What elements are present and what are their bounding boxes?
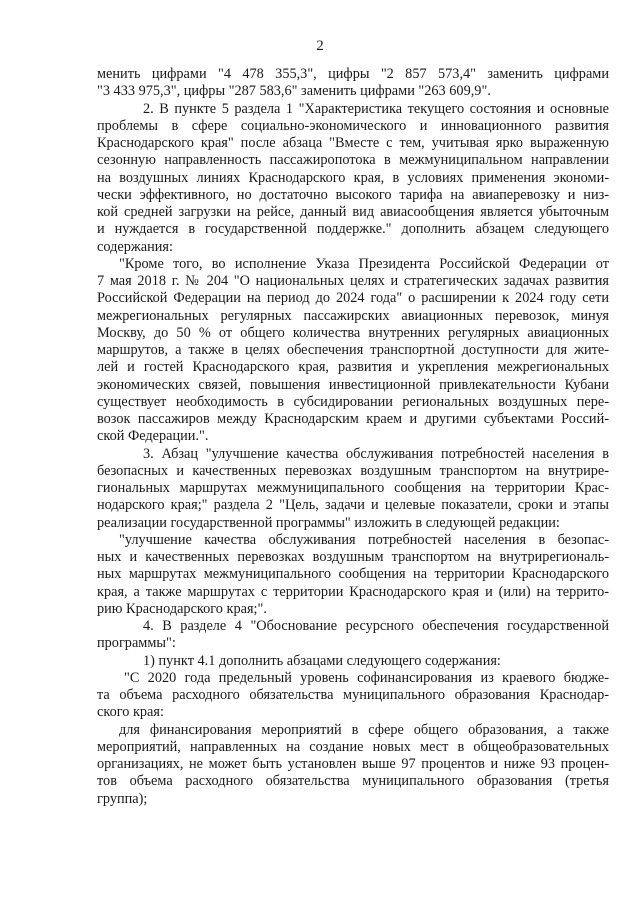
page-number: 2: [316, 38, 324, 54]
text-line: 3. Абзац "улучшение качества обслуживания потребностей населения в: [143, 445, 609, 462]
text-line: кой средней загрузки на рейсе, данный вид авиасообщения является убыточным: [97, 204, 609, 220]
text-line: мероприятий, направленных на создание новых мест в общеобразовательных: [97, 738, 609, 755]
text-line: реализации государственной программы" изложить в следующей редакции:: [97, 514, 560, 531]
text-line: та объема расходного обязательства муниципального образования Краснодар-: [97, 687, 609, 703]
text-line: чески эффективного, но достаточно высокого тарифа на авиаперевозку и низ-: [97, 186, 609, 203]
text-line: проблемы в сфере социально-экономического и инновационного развития: [97, 117, 609, 134]
text-line: межрегиональных регулярных пассажирских авиационных перевозок, минуя: [97, 307, 609, 324]
text-line: лей и гостей Краснодарского края, развития и укрепления межрегиональных: [97, 359, 609, 376]
text-line: безопасных и качественных перевозках воздушным транспортом на внутрире-: [97, 462, 609, 479]
text-line: нодарского края;" раздела 2 "Цель, задачи и целевые показатели, сроки и этапы: [97, 497, 609, 514]
text-line: края, а также маршрутах с территории Краснодарского края и (или) на террито-: [97, 583, 609, 600]
text-line: маршрутов, а также в целях обеспечения транспортной доступности для жите-: [97, 342, 609, 358]
text-line: "3 433 975,3", цифры "287 583,6" заменить цифрами "263 609,9".: [97, 83, 491, 100]
text-line: гиональных маршрутах межмуниципального сообщения на территории Крас-: [97, 480, 609, 496]
text-line: существует необходимость в субсидировании региональных воздушных пере-: [97, 393, 609, 410]
text-line: 1) пункт 4.1 дополнить абзацами следующего содержания:: [143, 652, 501, 669]
text-line: для финансирования мероприятий в сфере общего образования, а также: [119, 721, 609, 738]
text-line: Москву, до 50 % от общего количества внутренних регулярных авиационных: [97, 324, 609, 341]
text-line: ского края:: [97, 704, 164, 721]
text-line: тов объема расходного обязательства муниципального образования (третья: [97, 773, 609, 790]
text-line: 2. В пункте 5 раздела 1 "Характеристика текущего состояния и основные: [143, 100, 609, 117]
text-line: Краснодарского края" после абзаца "Вместе с тем, учитывая ярко выраженную: [97, 135, 609, 151]
text-line: сезонную направленность пассажиропотока в межмуниципальном направлении: [97, 152, 609, 169]
text-line: 4. В разделе 4 "Обоснование ресурсного обеспечения государственной: [143, 618, 609, 634]
text-line: ных и качественных перевозках воздушным транспортом на внутрирегиональ-: [97, 549, 609, 565]
text-line: организациях, не может быть установлен выше 97 процентов и ниже 93 процен-: [97, 756, 609, 772]
text-line: "С 2020 года предельный уровень софинансирования из краевого бюдже-: [124, 669, 609, 686]
text-line: менить цифрами "4 478 355,3", цифры "2 857 573,4" заменить цифрами: [97, 66, 609, 82]
text-line: "улучшение качества обслуживания потребностей населения в безопас-: [119, 531, 609, 548]
text-line: содержания:: [97, 238, 173, 255]
text-line: ных маршрутах межмуниципального сообщения на территории Краснодарского: [97, 566, 609, 583]
text-line: программы":: [97, 635, 176, 652]
text-line: рию Краснодарского края;".: [97, 600, 267, 617]
text-line: Российской Федерации на период до 2024 года" о расширении к 2024 году сети: [97, 290, 609, 307]
document-body: [97, 66, 609, 808]
text-line: возок пассажиров между Краснодарским краем и другими субъектами Россий-: [97, 411, 609, 427]
text-line: "Кроме того, во исполнение Указа Президента Российской Федерации от: [119, 255, 609, 272]
text-line: и нуждается в государственной поддержке." дополнить абзацем следующего: [97, 221, 609, 238]
text-line: ской Федерации.".: [97, 428, 209, 445]
text-line: группа);: [97, 790, 148, 807]
text-line: 7 мая 2018 г. № 204 "О национальных целях и стратегических задачах развития: [97, 273, 609, 289]
text-line: экономических связей, повышения инвестиционной привлекательности Кубани: [97, 376, 609, 393]
text-line: на воздушных линиях Краснодарского края, в условиях применения экономи-: [97, 169, 609, 186]
